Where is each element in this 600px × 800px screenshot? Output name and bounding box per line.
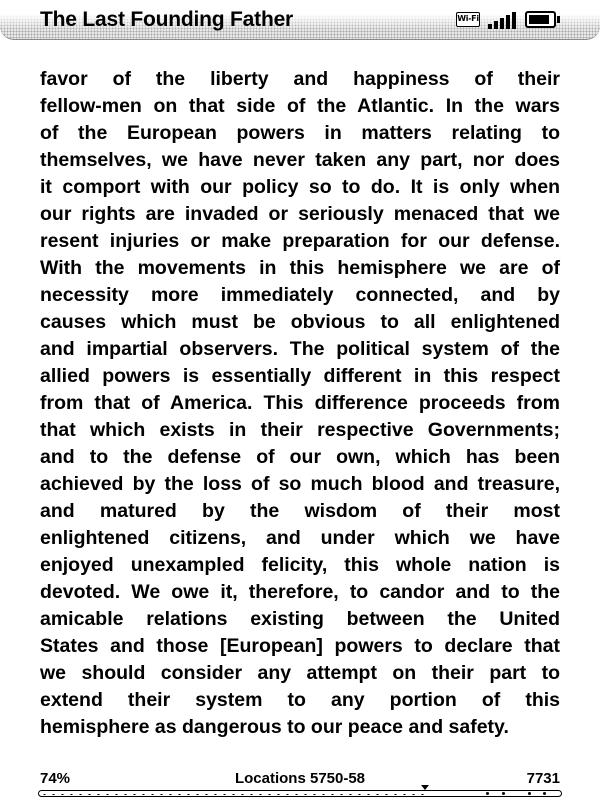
text-line: amicable relations existing between the United	[40, 608, 560, 630]
status-bar	[0, 0, 600, 40]
progress-tick	[528, 792, 531, 795]
progress-tick	[502, 792, 505, 795]
text-line: it comport with our policy so to do. It is only when	[40, 176, 560, 198]
book-title: The Last Founding Father	[40, 8, 294, 31]
text-line: enlightened citizens, and under which we have	[40, 527, 560, 549]
text-line: and to the defense of our own, which has been	[40, 446, 560, 468]
progress-marker-icon	[421, 785, 429, 790]
text-line: allied powers is essentially different in this respect	[40, 365, 560, 387]
reading-footer	[40, 770, 560, 790]
text-line: causes which must be obvious to all enlightened	[40, 311, 560, 333]
text-line: we should consider any attempt on their part to	[40, 662, 560, 684]
text-line: our rights are invaded or seriously menaced that we	[40, 203, 560, 225]
location-range: Locations 5750-58	[234, 770, 366, 787]
progress-tick	[543, 792, 546, 795]
text-line: necessity more immediately connected, and by	[40, 284, 560, 306]
text-line: devoted. We owe it, therefore, to candor and to the	[40, 581, 560, 603]
signal-strength-icon	[488, 11, 518, 29]
text-line: hemisphere as dangerous to our peace and safety.	[40, 716, 509, 738]
text-line: of the European powers in matters relating to	[40, 122, 560, 144]
text-line: and matured by the wisdom of their most	[40, 500, 560, 522]
total-locations: 7731	[526, 770, 560, 787]
progress-bar[interactable]	[38, 790, 562, 797]
text-line: achieved by the loss of so much blood and treasure,	[40, 473, 560, 495]
wifi-icon: Wi-Fi	[456, 12, 480, 27]
text-line: from that of America. This difference proceeds from	[40, 392, 560, 414]
text-line: favor of the liberty and happiness of their	[40, 68, 560, 90]
page-text	[40, 66, 560, 741]
text-line: resent injuries or make preparation for our defense.	[40, 230, 560, 252]
text-line: themselves, we have never taken any part, nor does	[40, 149, 560, 171]
battery-icon	[525, 11, 556, 28]
text-line: and impartial observers. The political system of the	[40, 338, 560, 360]
text-line: enjoyed unexampled felicity, this whole nation is	[40, 554, 560, 576]
reading-percent: 74%	[40, 770, 71, 787]
text-line: fellow-men on that side of the Atlantic. In the wars	[40, 95, 560, 117]
progress-tick	[486, 792, 489, 795]
text-line: extend their system to any portion of this	[40, 689, 560, 711]
text-line: that which exists in their respective Governments;	[40, 419, 560, 441]
progress-fill	[40, 792, 425, 795]
text-line: With the movements in this hemisphere we are of	[40, 257, 560, 279]
text-line: States and those [European] powers to declare that	[40, 635, 560, 657]
